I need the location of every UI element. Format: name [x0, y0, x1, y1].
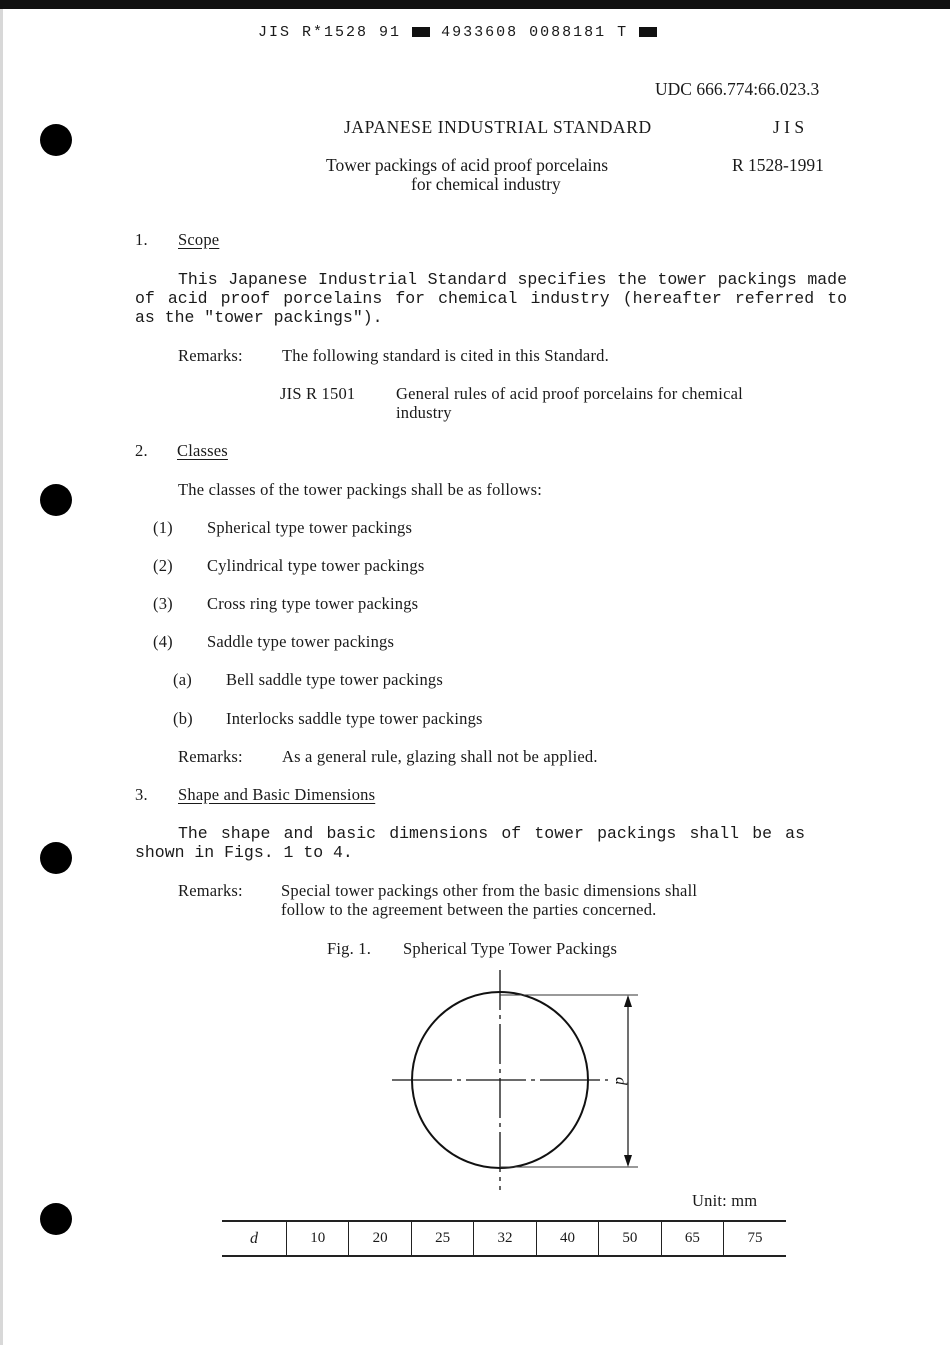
standard-name: JAPANESE INDUSTRIAL STANDARD	[344, 117, 652, 137]
jis-mark: J I S	[773, 117, 805, 137]
section-2-intro: The classes of the tower packings shall be as follows:	[178, 480, 543, 499]
list-item: Cylindrical type tower packings	[207, 556, 425, 575]
udc-code: UDC 666.774:66.023.3	[655, 79, 820, 99]
table-cell: 40	[536, 1221, 598, 1256]
sub-list-item: Bell saddle type tower packings	[226, 670, 443, 689]
punch-hole	[40, 1203, 72, 1235]
list-item: Spherical type tower packings	[207, 518, 413, 537]
catalog-stamp	[258, 24, 657, 41]
stamp-number: 4933608 0088181 T	[441, 24, 629, 41]
section-3-remarks-line1: Special tower packings other from the basic dimensions shall	[281, 881, 698, 900]
spherical-packing-figure	[380, 965, 650, 1195]
section-1-remarks-label: Remarks:	[178, 346, 243, 365]
standard-number: R 1528-1991	[732, 155, 824, 175]
dimension-label: d	[612, 1077, 629, 1085]
arrowhead-bottom	[624, 1155, 632, 1167]
cited-standard-code: JIS R 1501	[280, 384, 356, 403]
list-item-marker: (4)	[153, 632, 173, 651]
section-3-paragraph: The shape and basic dimensions of tower packings shall be as shown in Figs. 1 to 4.	[135, 824, 805, 862]
list-item-marker: (3)	[153, 594, 173, 613]
sub-list-item: Interlocks saddle type tower packings	[226, 709, 483, 728]
section-1-remarks-text: The following standard is cited in this Standard.	[282, 346, 609, 365]
punch-hole	[40, 842, 72, 874]
table-row	[222, 1221, 786, 1256]
document-title-line2: for chemical industry	[411, 174, 561, 194]
punch-hole	[40, 484, 72, 516]
scan-top-border	[0, 0, 950, 9]
stamp-code: JIS R*1528 91	[258, 24, 402, 41]
list-item-marker: (2)	[153, 556, 173, 575]
unit-label: Unit: mm	[692, 1191, 758, 1210]
section-1-number: 1.	[135, 230, 148, 249]
scan-left-edge	[0, 9, 3, 1345]
table-cell: 65	[661, 1221, 723, 1256]
table-header-cell: d	[222, 1221, 287, 1256]
cited-standard-title-line1: General rules of acid proof porcelains for chemical	[396, 384, 743, 403]
section-1-paragraph: This Japanese Industrial Standard specifies the tower packings made of acid proof porcelains for chemical industry (hereafter referred to as the "tower packings").	[135, 270, 847, 327]
section-3-remarks-label: Remarks:	[178, 881, 243, 900]
cited-standard-title-line2: industry	[396, 403, 452, 422]
section-3-heading: Shape and Basic Dimensions	[178, 785, 376, 804]
sub-list-item-marker: (b)	[173, 709, 193, 728]
table-cell: 32	[474, 1221, 536, 1256]
sub-list-item-marker: (a)	[173, 670, 192, 689]
section-3-number: 3.	[135, 785, 148, 804]
redaction-block	[639, 27, 657, 37]
table-cell: 20	[349, 1221, 411, 1256]
section-2-heading: Classes	[177, 441, 228, 460]
punch-hole	[40, 124, 72, 156]
list-item: Cross ring type tower packings	[207, 594, 419, 613]
section-2-remarks-text: As a general rule, glazing shall not be applied.	[282, 747, 598, 766]
dimension-table	[222, 1220, 786, 1257]
redaction-block	[412, 27, 430, 37]
table-cell: 75	[724, 1221, 786, 1256]
section-2-number: 2.	[135, 441, 148, 460]
figure-caption-number: Fig. 1.	[327, 939, 372, 958]
table-cell: 10	[287, 1221, 349, 1256]
section-3-remarks-line2: follow to the agreement between the parties concerned.	[281, 900, 657, 919]
list-item-marker: (1)	[153, 518, 173, 537]
document-title-line1: Tower packings of acid proof porcelains	[326, 155, 609, 175]
section-1-heading: Scope	[178, 230, 220, 249]
figure-caption-title: Spherical Type Tower Packings	[403, 939, 618, 958]
table-cell: 50	[599, 1221, 661, 1256]
arrowhead-top	[624, 995, 632, 1007]
list-item: Saddle type tower packings	[207, 632, 395, 651]
section-2-remarks-label: Remarks:	[178, 747, 243, 766]
table-cell: 25	[411, 1221, 473, 1256]
